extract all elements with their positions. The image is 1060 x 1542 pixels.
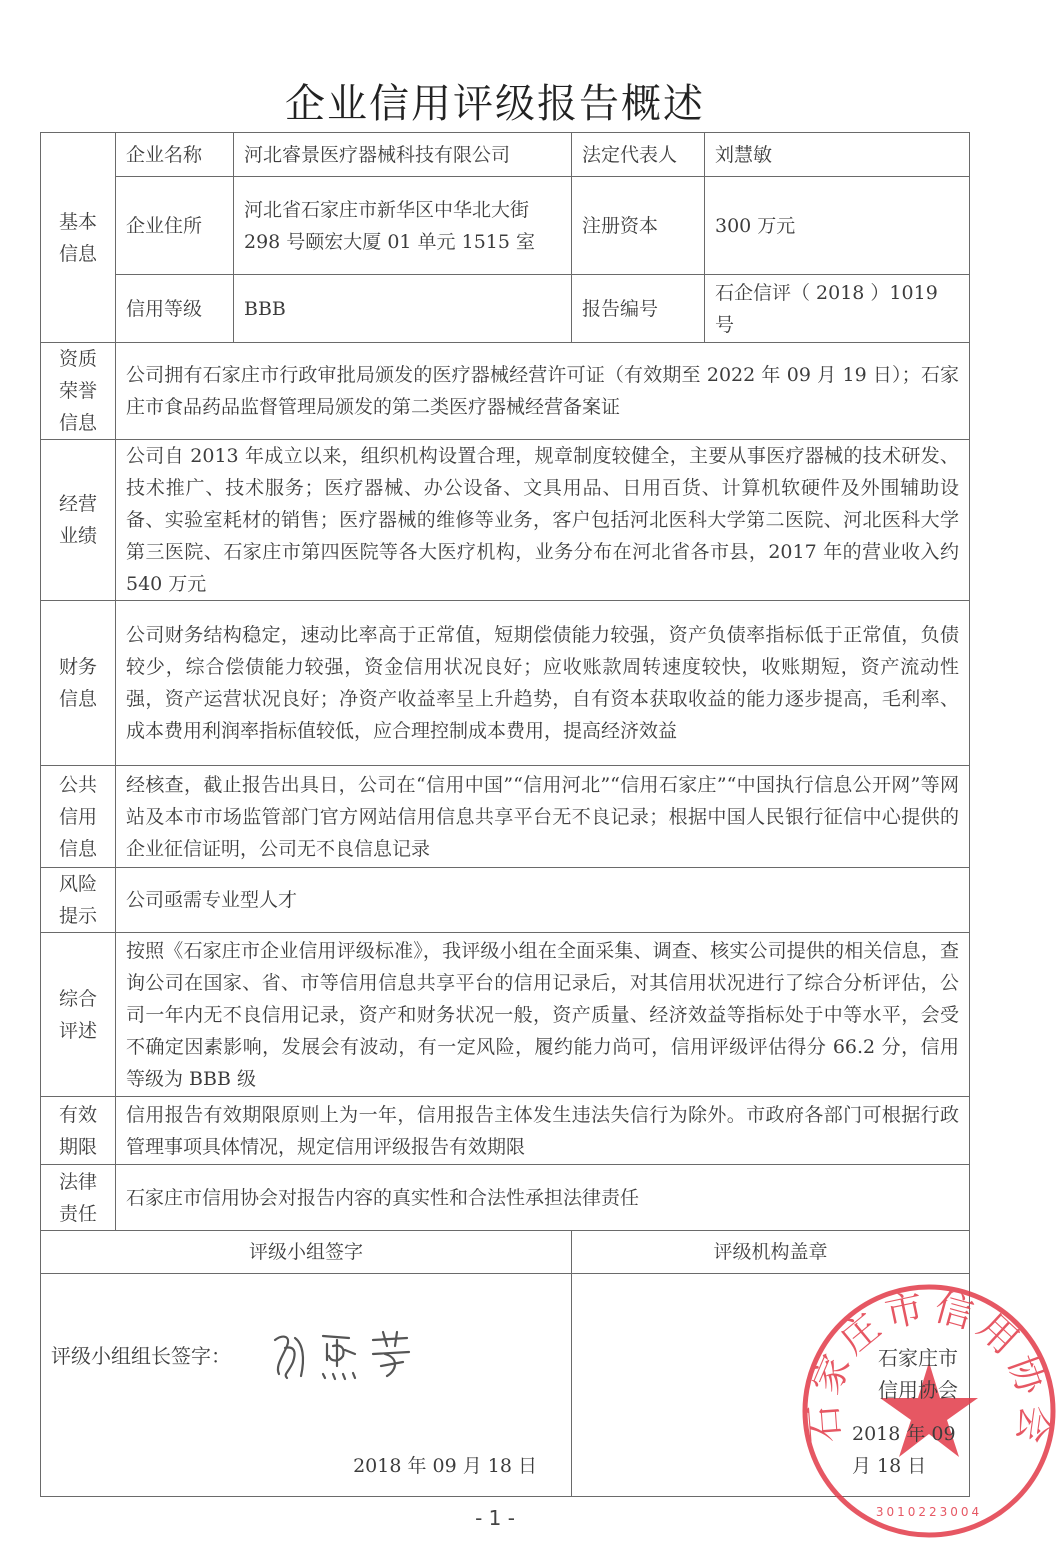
value-grade: BBB bbox=[234, 275, 572, 343]
category-risk: 风险提示 bbox=[41, 868, 116, 933]
category-legal: 法律责任 bbox=[41, 1165, 116, 1231]
label-company-name: 企业名称 bbox=[116, 133, 234, 177]
org-seal-header: 评级机构盖章 bbox=[572, 1231, 970, 1274]
value-company-name: 河北睿景医疗器械科技有限公司 bbox=[234, 133, 572, 177]
signature-header-row bbox=[41, 1231, 970, 1274]
category-validity: 有效期限 bbox=[41, 1097, 116, 1165]
value-address: 河北省石家庄市新华区中华北大街 298 号颐宏大厦 01 单元 1515 室 bbox=[234, 177, 572, 275]
section-text-validity: 信用报告有效期限原则上为一年，信用报告主体发生违法失信行为除外。市政府各部门可根据行政管理事项具体情况，规定信用评级报告有效期限 bbox=[116, 1097, 970, 1165]
section-row bbox=[41, 601, 970, 766]
value-report-no: 石企信评（ 2018 ）1019 号 bbox=[705, 275, 970, 343]
category-public-credit: 公共信用信息 bbox=[41, 766, 116, 868]
category-finance: 财务信息 bbox=[41, 601, 116, 766]
section-row bbox=[41, 1165, 970, 1231]
category-summary: 综合评述 bbox=[41, 933, 116, 1097]
report-title: 企业信用评级报告概述 bbox=[285, 81, 705, 127]
section-text-legal: 石家庄市信用协会对报告内容的真实性和合法性承担法律责任 bbox=[116, 1165, 970, 1231]
label-legal-rep: 法定代表人 bbox=[572, 133, 705, 177]
handwritten-signature-icon bbox=[269, 1326, 419, 1386]
value-legal-rep: 刘慧敏 bbox=[705, 133, 970, 177]
org-seal-cell bbox=[572, 1274, 1058, 1519]
org-seal-date: 2018 年 09 月 18 日 bbox=[852, 1423, 956, 1477]
category-qualification: 资质荣誉信息 bbox=[41, 343, 116, 440]
section-text-risk: 公司亟需专业型人才 bbox=[116, 868, 970, 933]
category-performance: 经营业绩 bbox=[41, 440, 116, 601]
row-company-name bbox=[41, 133, 970, 177]
label-grade: 信用等级 bbox=[116, 275, 234, 343]
label-capital: 注册资本 bbox=[572, 177, 705, 275]
section-row bbox=[41, 343, 970, 440]
section-text-performance: 公司自 2013 年成立以来，组织机构设置合理，规章制度较健全，主要从事医疗器械的技术研发、技术推广、技术服务；医疗器械、办公设备、文具用品、日用百货、计算机软硬件及外围辅助设备、实验室耗材的销售；医疗器械的维修等业务，客户包括河北医科大学第二医院、河北医科大学第三医院、石家庄市第四医院等各大医疗机构，业务分布在河北省各市县，2017 年的营业收入约 540 万元 bbox=[116, 440, 970, 601]
label-address: 企业住所 bbox=[116, 177, 234, 275]
team-signature-cell bbox=[41, 1274, 572, 1497]
official-seal-icon bbox=[798, 1280, 1060, 1542]
team-signature-header: 评级小组签字 bbox=[41, 1231, 572, 1274]
org-name: 石家庄市信用协会 bbox=[878, 1346, 958, 1402]
section-text-qualification: 公司拥有石家庄市行政审批局颁发的医疗器械经营许可证（有效期至 2022 年 09 月 19 日）；石家庄市食品药品监督管理局颁发的第二类医疗器械经营备案证 bbox=[116, 343, 970, 440]
section-text-public-credit: 经核查，截止报告出具日，公司在“信用中国”“信用河北”“信用石家庄”“中国执行信息公开网”等网站及本市市场监管部门官方网站信用信息共享平台无不良记录；根据中国人民银行征信中心提供的企业征信证明，公司无不良信息记录 bbox=[116, 766, 970, 868]
section-text-finance: 公司财务结构稳定，速动比率高于正常值，短期偿债能力较强，资产负债率指标低于正常值，负债较少，综合偿债能力较强，资金信用状况良好；应收账款周转速度较快，收账期短，资产流动性强，资产运营状况良好；净资产收益率呈上升趋势，自有资本获取收益的能力逐步提高，毛利率、成本费用利润率指标值较低，应合理控制成本费用，提高经济效益 bbox=[116, 601, 970, 766]
seal-arc-text: 石家庄市信用协会 bbox=[800, 1283, 1058, 1452]
category-basic: 基本信息 bbox=[41, 133, 116, 343]
row-address bbox=[41, 177, 970, 275]
row-grade bbox=[41, 275, 970, 343]
seal-number: 3010223004 bbox=[875, 1505, 983, 1519]
section-row bbox=[41, 868, 970, 933]
leader-signature-label: 评级小组组长签字： bbox=[51, 1344, 231, 1368]
report-table bbox=[40, 132, 1058, 1519]
section-row bbox=[41, 440, 970, 601]
page-number: - 1 - bbox=[475, 1506, 515, 1530]
value-capital: 300 万元 bbox=[705, 177, 970, 275]
section-text-summary: 按照《石家庄市企业信用评级标准》，我评级小组在全面采集、调查、核实公司提供的相关信息，查询公司在国家、省、市等信用信息共享平台的信用记录后，对其信用状况进行了综合分析评估，公司一年内无不良信用记录，资产和财务状况一般，资产质量、经济效益等指标处于中等水平，会受不确定因素影响，发展会有波动，有一定风险，履约能力尚可，信用评级评估得分 66.2 分，信用等级为 BBB 级 bbox=[116, 933, 970, 1097]
section-row bbox=[41, 933, 970, 1097]
signature-row bbox=[41, 1274, 970, 1497]
team-signature-date: 2018 年 09 月 18 日 bbox=[353, 1455, 537, 1477]
section-row bbox=[41, 1097, 970, 1165]
section-row bbox=[41, 766, 970, 868]
label-report-no: 报告编号 bbox=[572, 275, 705, 343]
